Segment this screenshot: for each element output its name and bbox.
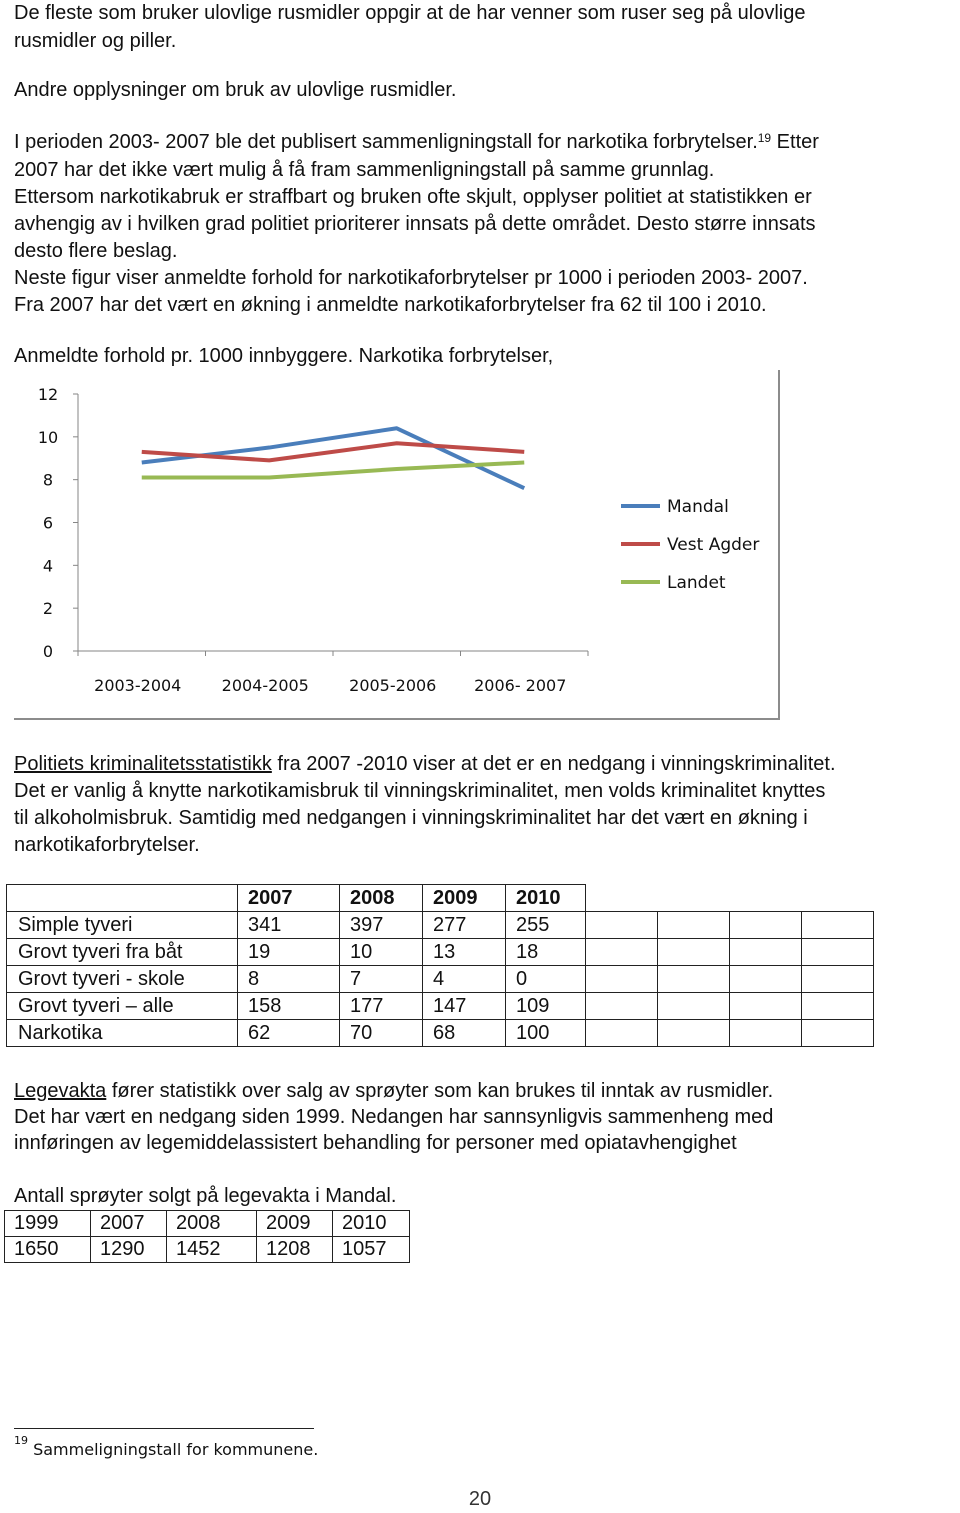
table-cell: 2009 (257, 1211, 333, 1237)
footnote (14, 1434, 319, 1459)
x-tick-label: 2006- 2007 (474, 676, 567, 695)
y-tick-label: 6 (42, 513, 54, 533)
table-cell: 2007 (91, 1211, 167, 1237)
table-cell: 1452 (167, 1237, 257, 1263)
paragraph-line (14, 751, 836, 778)
table-cell: 10 (340, 939, 423, 966)
paragraph-line: til alkoholmisbruk. Samtidig med nedgangen i vinningskriminalitet har det vært en økning i (14, 807, 808, 829)
table-cell: 1290 (91, 1237, 167, 1263)
table-cell: 100 (506, 1020, 586, 1047)
table-cell: 158 (238, 993, 340, 1020)
text-span: fører statistikk over salg av sprøyter som kan brukes til inntak av rusmidler. (106, 1080, 774, 1102)
table-cell: 177 (340, 993, 423, 1020)
table-cell (802, 885, 874, 912)
x-tick-label: 2004-2005 (221, 676, 309, 695)
text-span: I perioden 2003- 2007 ble det publisert sammenligningstall for narkotika forbrytelser. (14, 131, 758, 153)
table-cell (586, 912, 658, 939)
table-cell (658, 966, 730, 993)
legend-label: Vest Agder (667, 535, 760, 555)
table-cell: 147 (423, 993, 506, 1020)
table-cell (7, 885, 238, 912)
page-number: 20 (468, 1488, 492, 1510)
table-cell (730, 912, 802, 939)
crime-statistics-table (6, 884, 874, 1047)
table-cell (730, 1020, 802, 1047)
table-cell (730, 993, 802, 1020)
section-heading: Andre opplysninger om bruk av ulovlige rusmidler. (14, 79, 457, 101)
table-cell (658, 939, 730, 966)
y-tick-label: 8 (42, 470, 54, 490)
y-tick-label: 4 (42, 556, 54, 576)
table-cell (658, 885, 730, 912)
paragraph-line: avhengig av i hvilken grad politiet prioriterer innsats på dette området. Desto større innsats (14, 213, 816, 235)
row-label: Grovt tyveri – alle (7, 993, 238, 1020)
table-cell: 341 (238, 912, 340, 939)
x-tick-label: 2003-2004 (94, 676, 182, 695)
paragraph-line: rusmidler og piller. (14, 30, 177, 52)
table-cell: 255 (506, 912, 586, 939)
paragraph-line (14, 1078, 773, 1105)
table-cell: 68 (423, 1020, 506, 1047)
footnote-text: Sammeligningstall for kommunene. (33, 1440, 319, 1459)
table-row (5, 1211, 410, 1237)
table-cell: 7 (340, 966, 423, 993)
table-cell: 2008 (167, 1211, 257, 1237)
paragraph-line: Ettersom narkotikabruk er straffbart og bruken ofte skjult, opplyser politiet at statistikken er (14, 186, 812, 208)
table-cell: 70 (340, 1020, 423, 1047)
y-tick-label: 10 (37, 427, 59, 447)
table-cell: 0 (506, 966, 586, 993)
y-tick-label: 0 (42, 642, 54, 661)
table-cell: 397 (340, 912, 423, 939)
row-label: Grovt tyveri - skole (7, 966, 238, 993)
statistics-link[interactable]: Politiets kriminalitetsstatistikk (14, 753, 272, 775)
footnote-separator (14, 1428, 314, 1429)
paragraph-line: De fleste som bruker ulovlige rusmidler oppgir at de har venner som ruser seg på ulovlige (14, 2, 806, 24)
table-cell (802, 939, 874, 966)
row-label: Narkotika (7, 1020, 238, 1047)
table-cell: 109 (506, 993, 586, 1020)
table-cell (586, 993, 658, 1020)
table-cell (802, 912, 874, 939)
table-cell (658, 993, 730, 1020)
table-cell (802, 966, 874, 993)
text-span: fra 2007 -2010 viser at det er en nedgang i vinningskriminalitet. (271, 753, 836, 775)
paragraph-line: desto flere beslag. (14, 240, 178, 262)
table-cell: 2010 (333, 1211, 410, 1237)
table-cell (802, 993, 874, 1020)
table-row (7, 993, 874, 1020)
table-cell (658, 912, 730, 939)
table-cell (586, 1020, 658, 1047)
table-cell (730, 885, 802, 912)
table-cell: 62 (238, 1020, 340, 1047)
table-cell (730, 966, 802, 993)
legend-label: Mandal (667, 497, 729, 517)
table-cell: 1999 (5, 1211, 91, 1237)
footnote-ref[interactable]: 19 (757, 131, 772, 145)
row-label: Grovt tyveri fra båt (7, 939, 238, 966)
table-cell: 19 (238, 939, 340, 966)
table-row (5, 1237, 410, 1263)
table-row (7, 912, 874, 939)
table-row (7, 939, 874, 966)
chart-caption: Anmeldte forhold pr. 1000 innbyggere. Narkotika forbrytelser, (14, 345, 554, 367)
table-cell: 13 (423, 939, 506, 966)
paragraph-line: 2007 har det ikke vært mulig å få fram sammenligningstall på samme grunnlag. (14, 159, 715, 181)
table-cell: 8 (238, 966, 340, 993)
table-cell (658, 1020, 730, 1047)
paragraph-line: narkotikaforbrytelser. (14, 834, 200, 856)
syringe-sales-table (4, 1210, 410, 1263)
legend-label: Landet (667, 573, 726, 593)
table-cell: 1208 (257, 1237, 333, 1263)
table-cell: 18 (506, 939, 586, 966)
paragraph-line: Neste figur viser anmeldte forhold for narkotikaforbrytelser pr 1000 i perioden 2003- 2007. (14, 267, 808, 289)
table-cell (586, 885, 658, 912)
paragraph-line: Det er vanlig å knytte narkotikamisbruk til vinningskriminalitet, men volds kriminalitet knyttes (14, 780, 826, 802)
table-header: 2009 (423, 885, 506, 912)
table-cell: 1057 (333, 1237, 410, 1263)
table-header: 2008 (340, 885, 423, 912)
table-cell: 277 (423, 912, 506, 939)
row-label: Simple tyveri (7, 912, 238, 939)
table-caption: Antall sprøyter solgt på legevakta i Mandal. (14, 1185, 397, 1207)
table-cell (802, 1020, 874, 1047)
table-cell: 4 (423, 966, 506, 993)
table-header: 2007 (238, 885, 340, 912)
table-cell (586, 966, 658, 993)
paragraph-line: Det har vært en nedgang siden 1999. Nedangen har sannsynligvis sammenheng med (14, 1106, 774, 1128)
series-line-vest-agder (142, 443, 525, 460)
paragraph-line: innføringen av legemiddelassistert behandling for personer med opiatavhengighet (14, 1132, 737, 1154)
table-cell (730, 939, 802, 966)
footnote-number: 19 (14, 1434, 28, 1447)
table-row (7, 966, 874, 993)
table-header: 2010 (506, 885, 586, 912)
paragraph-line: Fra 2007 har det vært en økning i anmeldte narkotikaforbrytelser fra 62 til 100 i 2010. (14, 294, 767, 316)
series-line-landet (142, 463, 525, 478)
legevakta-link[interactable]: Legevakta (14, 1080, 107, 1102)
table-cell (586, 939, 658, 966)
y-tick-label: 12 (37, 385, 59, 404)
text-span: Etter (771, 131, 819, 153)
table-header-row (7, 885, 874, 912)
x-tick-label: 2005-2006 (349, 676, 437, 695)
table-row (7, 1020, 874, 1047)
y-tick-label: 2 (42, 599, 54, 619)
table-cell: 1650 (5, 1237, 91, 1263)
